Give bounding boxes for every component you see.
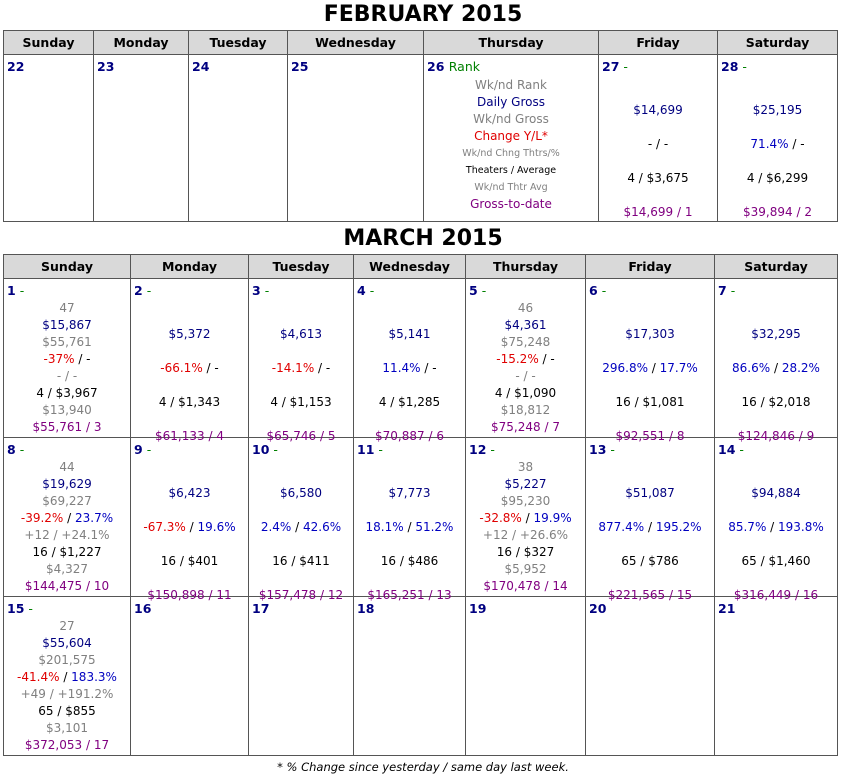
- daily-gross: $5,227: [504, 477, 547, 491]
- day-number: 25: [291, 59, 309, 74]
- day-number: 22: [7, 59, 25, 74]
- weekday-monday: Monday: [94, 31, 189, 55]
- weekend-rank: 38: [517, 460, 534, 474]
- day-cell: [715, 279, 838, 443]
- day-number: 3 -: [252, 283, 270, 298]
- weekend-gross: $69,227: [42, 494, 92, 508]
- day-number: 2 -: [134, 283, 152, 298]
- legend-rank: Rank: [448, 59, 480, 74]
- gross-to-date: $157,478 / 12: [258, 588, 344, 602]
- weekend-theater-change: +12 / +24.1%: [24, 528, 110, 542]
- march-week: [4, 597, 838, 756]
- change: -15.2% / -: [496, 352, 555, 366]
- daily-gross: $4,361: [504, 318, 547, 332]
- day-number: 10 -: [252, 442, 278, 457]
- march-week: [4, 279, 838, 438]
- weekday-saturday: Saturday: [715, 255, 838, 279]
- day-cell: [466, 597, 586, 756]
- legend-wknd-chng: Wk/nd Chng Thtrs/%: [462, 148, 560, 159]
- day-cell: [4, 438, 131, 597]
- daily-gross: $94,884: [751, 486, 801, 500]
- gross-to-date: $150,898 / 11: [147, 588, 232, 602]
- gross-to-date: $316,449 / 16: [733, 588, 819, 602]
- gross-to-date: $92,551 / 8: [615, 429, 685, 443]
- daily-gross: $6,423: [168, 486, 211, 500]
- gross-to-date: $61,133 / 4: [155, 429, 224, 443]
- weekday-thursday: Thursday: [424, 31, 599, 55]
- day-cell: [718, 55, 838, 222]
- day-cell: [131, 279, 249, 443]
- theaters-average: 16 / $401: [160, 554, 219, 568]
- day-number: 21: [718, 601, 736, 616]
- theaters-average: 4 / $3,675: [627, 171, 689, 185]
- day-number: 13 -: [589, 442, 615, 457]
- weekend-theater-average: $5,952: [504, 562, 547, 576]
- gross-to-date: $65,746 / 5: [266, 429, 336, 443]
- daily-gross: $4,613: [280, 327, 322, 341]
- theaters-average: 16 / $486: [380, 554, 439, 568]
- daily-gross: $15,867: [42, 318, 92, 332]
- day-number: 28 -: [721, 59, 747, 74]
- footnote: * % Change since yesterday / same day last week.: [277, 760, 569, 774]
- day-cell: [288, 55, 424, 222]
- legend-wknd-rank: Wk/nd Rank: [475, 78, 547, 92]
- weekday-friday: Friday: [599, 31, 718, 55]
- legend-wknd-thtr: Wk/nd Thtr Avg: [474, 182, 548, 193]
- weekend-theater-change: +12 / +26.6%: [482, 528, 569, 542]
- day-number: 17: [252, 601, 270, 616]
- weekend-theater-average: $13,940: [42, 403, 92, 417]
- day-cell: [354, 279, 466, 443]
- daily-gross: $17,303: [625, 327, 675, 341]
- day-cell: [4, 55, 94, 222]
- day-cell: [249, 279, 354, 443]
- day-cell: [249, 438, 354, 602]
- gross-to-date: $14,699 / 1: [623, 205, 693, 219]
- day-number: 1 -: [7, 283, 25, 298]
- weekend-gross: $201,575: [38, 653, 96, 667]
- daily-gross: $5,141: [388, 327, 431, 341]
- weekend-gross: $75,248: [500, 335, 551, 349]
- weekday-thursday: Thursday: [466, 255, 586, 279]
- day-cell: [4, 597, 131, 756]
- day-number: 12 -: [469, 442, 495, 457]
- day-cell: [354, 597, 466, 756]
- change: 296.8% / 17.7%: [602, 361, 698, 375]
- gross-to-date: $372,053 / 17: [24, 738, 110, 752]
- weekday-saturday: Saturday: [718, 31, 838, 55]
- day-number: 19: [469, 601, 487, 616]
- weekend-theater-change: - / -: [56, 369, 78, 383]
- gross-to-date: $170,478 / 14: [483, 579, 568, 593]
- legend-cell: [424, 55, 599, 222]
- day-number: 16: [134, 601, 152, 616]
- weekend-rank: 47: [59, 301, 75, 315]
- day-number: 14 -: [718, 442, 744, 457]
- gross-to-date: $39,894 / 2: [743, 205, 812, 219]
- gross-to-date: $144,475 / 10: [24, 579, 110, 593]
- day-number: 9 -: [134, 442, 152, 457]
- day-cell: [131, 597, 249, 756]
- gross-to-date: $221,565 / 15: [607, 588, 693, 602]
- gross-to-date: $75,248 / 7: [491, 420, 560, 434]
- change: 85.7% / 193.8%: [728, 520, 824, 534]
- theaters-average: 65 / $1,460: [741, 554, 811, 568]
- day-cell: [466, 438, 586, 597]
- day-number: 26 Rank: [427, 59, 480, 74]
- daily-gross: $51,087: [625, 486, 675, 500]
- weekend-gross: $55,761: [42, 335, 92, 349]
- legend-wknd-gross: Wk/nd Gross: [473, 112, 549, 126]
- change: 71.4% / -: [750, 137, 805, 151]
- day-number: 20: [589, 601, 607, 616]
- change: 86.6% / 28.2%: [732, 361, 820, 375]
- daily-gross: $14,699: [633, 103, 683, 117]
- day-number: 8 -: [7, 442, 25, 457]
- day-cell: [131, 438, 249, 602]
- february-title: FEBRUARY 2015: [323, 2, 523, 27]
- weekend-rank: 27: [59, 619, 75, 633]
- day-number: 23: [97, 59, 115, 74]
- weekday-tuesday: Tuesday: [249, 255, 354, 279]
- legend-change: Change Y/L*: [474, 129, 548, 143]
- day-cell: [354, 438, 466, 602]
- gross-to-date: $165,251 / 13: [367, 588, 452, 602]
- change: 11.4% / -: [382, 361, 437, 375]
- day-number: 6 -: [589, 283, 607, 298]
- day-cell: [249, 597, 354, 756]
- day-number: 7 -: [718, 283, 736, 298]
- weekday-wednesday: Wednesday: [354, 255, 466, 279]
- change: -32.8% / 19.9%: [479, 511, 572, 525]
- weekday-sunday: Sunday: [4, 255, 131, 279]
- theaters-average: 4 / $1,090: [494, 386, 557, 400]
- february-week: [4, 55, 838, 222]
- legend-theaters: Theaters / Average: [465, 165, 557, 176]
- day-number: 24: [192, 59, 210, 74]
- march-weekday-header: [4, 255, 838, 279]
- gross-to-date: $55,761 / 3: [32, 420, 102, 434]
- change: -39.2% / 23.7%: [20, 511, 114, 525]
- theaters-average: 16 / $411: [272, 554, 330, 568]
- day-cell: [94, 55, 189, 222]
- change: 2.4% / 42.6%: [260, 520, 342, 534]
- change: 18.1% / 51.2%: [365, 520, 454, 534]
- weekend-theater-average: $4,327: [46, 562, 88, 576]
- change: -66.1% / -: [160, 361, 219, 375]
- february-calendar: [3, 30, 838, 222]
- day-cell: [466, 279, 586, 438]
- weekend-theater-change: - / -: [515, 369, 536, 383]
- day-cell: [599, 55, 718, 222]
- theaters-average: 16 / $1,227: [32, 545, 102, 559]
- gross-to-date: $70,887 / 6: [375, 429, 444, 443]
- weekend-rank: 46: [517, 301, 534, 315]
- theaters-average: 65 / $855: [38, 704, 96, 718]
- daily-gross: $55,604: [42, 636, 92, 650]
- legend-daily-gross: Daily Gross: [477, 95, 545, 109]
- change: - / -: [647, 137, 669, 151]
- weekend-rank: 44: [59, 460, 75, 474]
- change: -14.1% / -: [271, 361, 331, 375]
- day-cell: [4, 279, 131, 438]
- theaters-average: 4 / $1,153: [270, 395, 332, 409]
- day-number: 15 -: [7, 601, 33, 616]
- daily-gross: $6,580: [280, 486, 322, 500]
- weekday-monday: Monday: [131, 255, 249, 279]
- daily-gross: $32,295: [751, 327, 801, 341]
- theaters-average: 16 / $2,018: [741, 395, 811, 409]
- day-number: 11 -: [357, 442, 383, 457]
- theaters-average: 4 / $3,967: [36, 386, 98, 400]
- day-cell: [586, 279, 715, 443]
- daily-gross: $19,629: [42, 477, 92, 491]
- weekend-theater-average: $3,101: [46, 721, 88, 735]
- day-cell: [586, 597, 715, 756]
- day-cell: [586, 438, 715, 602]
- theaters-average: 16 / $1,081: [615, 395, 685, 409]
- change: -67.3% / 19.6%: [143, 520, 236, 534]
- weekday-wednesday: Wednesday: [288, 31, 424, 55]
- day-cell: [189, 55, 288, 222]
- day-cell: [715, 597, 838, 756]
- change: -37% / -: [43, 352, 91, 366]
- march-calendar: [3, 254, 838, 756]
- theaters-average: 65 / $786: [621, 554, 679, 568]
- theaters-average: 4 / $1,343: [158, 395, 221, 409]
- day-cell: [715, 438, 838, 602]
- theaters-average: 4 / $6,299: [746, 171, 809, 185]
- day-number: 4 -: [357, 283, 375, 298]
- daily-gross: $5,372: [168, 327, 211, 341]
- theaters-average: 4 / $1,285: [378, 395, 441, 409]
- weekend-theater-average: $18,812: [500, 403, 551, 417]
- daily-gross: $7,773: [388, 486, 431, 500]
- weekday-friday: Friday: [586, 255, 715, 279]
- change: 877.4% / 195.2%: [598, 520, 702, 534]
- daily-gross: $25,195: [752, 103, 803, 117]
- gross-to-date: $124,846 / 9: [737, 429, 815, 443]
- weekend-theater-change: +49 / +191.2%: [20, 687, 114, 701]
- weekend-gross: $95,230: [500, 494, 551, 508]
- february-weekday-header: [4, 31, 838, 55]
- day-number: 5 -: [469, 283, 487, 298]
- theaters-average: 16 / $327: [496, 545, 555, 559]
- change: -41.4% / 183.3%: [17, 670, 117, 684]
- weekday-sunday: Sunday: [4, 31, 94, 55]
- day-number: 27 -: [602, 59, 628, 74]
- legend-gross-to-date: Gross-to-date: [470, 197, 552, 211]
- march-week: [4, 438, 838, 597]
- day-number: 18: [357, 601, 375, 616]
- weekday-tuesday: Tuesday: [189, 31, 288, 55]
- march-title: MARCH 2015: [343, 226, 503, 251]
